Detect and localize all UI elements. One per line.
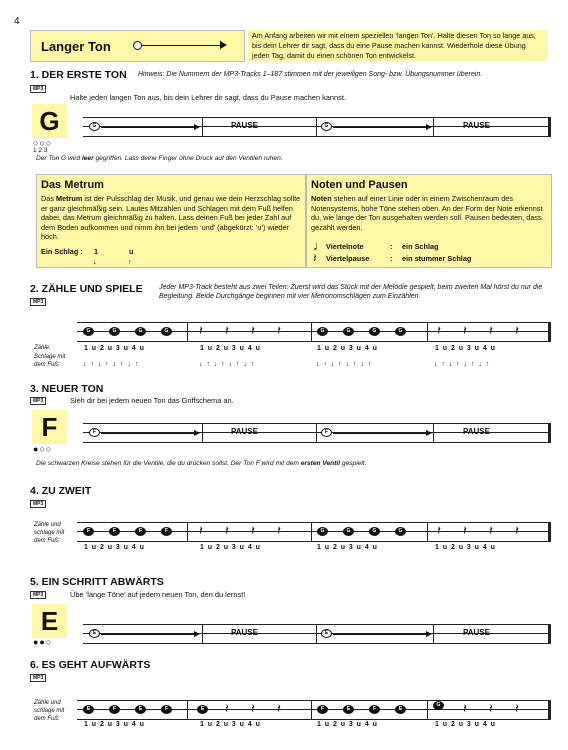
rest-icon: 𝄽: [277, 523, 281, 538]
mp3-badge: MP3: [30, 500, 46, 508]
foot-arrows-row: ↓ ↑ ↓ ↑ ↓ ↑ ↓ ↑: [83, 361, 139, 368]
section-3-caption: Die schwarzen Kreise stehen für die Ventile, die du drücken sollst. Der Ton F wird mit dem ersten Ventil gespielt.: [36, 460, 367, 467]
pause-label: PAUSE: [231, 427, 258, 436]
rest-icon: 𝄽: [463, 323, 467, 338]
metrum-panel: [36, 174, 306, 268]
count-row: 1 u 2 u 3 u 4 u: [435, 544, 495, 551]
colon: :: [390, 254, 393, 263]
staff-3: [83, 423, 551, 443]
foot-arrows-row: ↓ ↑ ↓ ↑ ↓ ↑ ↓ ↑: [199, 361, 255, 368]
rest-icon: 𝄽: [251, 523, 255, 538]
note-g: G: [433, 701, 444, 710]
viertelnote-value: ein Schlag: [402, 242, 439, 251]
section-2-title: 2. ZÄHLE UND SPIELE: [30, 283, 143, 295]
noten-text: Noten stehen auf einer Linie oder in einem Zwischenraum des Notensystems, hohe Töne stehen oben. An der Form der Note erkennst du, wie lange der Ton ausgehalten werden soll. Pausen bedeuten, dass gezählt werden.: [311, 194, 543, 232]
rest-icon: 𝄽: [225, 323, 229, 338]
note-f: F: [83, 527, 94, 536]
note-g: G: [321, 122, 332, 131]
note-g: G: [161, 327, 172, 336]
rest-icon: 𝄽: [199, 523, 203, 538]
note-g: G: [343, 327, 354, 336]
colon: :: [390, 242, 393, 251]
note-g: G: [135, 327, 146, 336]
mp3-badge: MP3: [30, 591, 46, 599]
staff-5: [83, 624, 551, 644]
count-row: 1 u 2 u 3 u 4 u: [84, 345, 144, 352]
note-f: F: [109, 527, 120, 536]
hold-arrow-icon: [101, 127, 195, 128]
section-1-title: 1. DER ERSTE TON: [30, 69, 127, 81]
note-f: F: [109, 705, 120, 714]
note-g: G: [369, 327, 380, 336]
long-tone-arrow-icon: [139, 45, 221, 46]
rest-icon: 𝄽: [225, 523, 229, 538]
rest-icon: 𝄽: [515, 523, 519, 538]
pause-label: PAUSE: [463, 427, 490, 436]
rest-icon: 𝄽: [515, 701, 519, 716]
quarter-note-icon: ♩: [313, 238, 326, 253]
note-letter-f: F: [32, 410, 67, 444]
rest-icon: 𝄽: [489, 701, 493, 716]
foot-arrows-row: ↓ ↑ ↓ ↑ ↓ ↑ ↓ ↑: [434, 361, 490, 368]
metrum-text: Das Metrum ist der Pulsschlag der Musik, und genau wie dein Herzschlag sollte er ganz gleichmäßig sein. Lautes Mitzählen und Schlagen mit dem Fuß helfen dabei, das Metrum gleichmäßig zu halten. Lass deinen Fuß bei jeder Zahl auf dem Boden aufkommen und nimm ihn bei jedem ‘und’ (abgekürzt: ‘u’) wieder hoch.: [41, 194, 301, 242]
staff-1: [83, 117, 551, 137]
arrow-up-icon: ↑: [128, 257, 132, 266]
valve-diagram-icon: ●●○: [33, 637, 53, 647]
section-1-instruction: Halte jeden langen Ton aus, bis dein Lehrer dir sagt, dass du Pause machen kannst.: [70, 93, 346, 102]
schlag-und: u: [129, 247, 134, 256]
rest-icon: 𝄽: [515, 323, 519, 338]
schlag-one: 1: [94, 247, 99, 256]
note-e: E: [343, 705, 354, 714]
section-6-title: 6. ES GEHT AUFWÄRTS: [30, 659, 151, 671]
note-e: E: [395, 705, 406, 714]
note-g: G: [395, 327, 406, 336]
note-g: G: [89, 122, 100, 131]
section-3-instruction: Sieh dir bei jedem neuen Ton das Griffschema an.: [70, 396, 234, 405]
noten-title: Noten und Pausen: [311, 179, 408, 191]
staff-4: [77, 522, 551, 542]
note-f: F: [135, 527, 146, 536]
langer-ton-box: [30, 30, 245, 62]
viertelnote-label: Viertelnote: [326, 242, 364, 251]
rest-icon: 𝄽: [251, 323, 255, 338]
count-row: 1 u 2 u 3 u 4 u: [317, 345, 377, 352]
rest-icon: 𝄽: [277, 701, 281, 716]
staff-2: [77, 322, 551, 342]
note-letter-e: E: [32, 604, 67, 638]
section-1-hint: Hinweis: Die Nummern der MP3-Tracks 1–187 stimmen mit der jeweiligen Song- bzw. Übungsnummer überein.: [138, 71, 483, 78]
section-1-caption: Der Ton G wird leer gegriffen. Lass deine Finger ohne Druck auf den Ventilen ruhen.: [36, 155, 283, 162]
foot-arrows-row: ↓ ↑ ↓ ↑ ↓ ↑ ↓ ↑: [316, 361, 372, 368]
section-5-title: 5. EIN SCHRITT ABWÄRTS: [30, 576, 164, 588]
quarter-rest-icon: 𝄽: [313, 251, 317, 265]
mp3-badge: MP3: [30, 674, 46, 682]
count-row: 1 u 2 u 3 u 4 u: [317, 544, 377, 551]
pause-label: PAUSE: [231, 121, 258, 130]
mp3-badge: MP3: [30, 298, 46, 306]
note-g: G: [369, 527, 380, 536]
count-row: 1 u 2 u 3 u 4 u: [435, 345, 495, 352]
pause-label: PAUSE: [463, 121, 490, 130]
staff-6: [77, 700, 551, 720]
rest-icon: 𝄽: [199, 323, 203, 338]
mp3-badge: MP3: [30, 85, 46, 93]
metrum-title: Das Metrum: [41, 179, 104, 191]
langer-ton-text: Am Anfang arbeiten wir mit einem speziellen ‘langen Ton’. Halte diesen Ton so lange aus, bis dein Lehrer dir sagt, dass du eine Pause machen kannst. Wiederhole diese Übung jeden Tag, damit du einen schönen Ton entwickelst.: [248, 30, 548, 61]
note-g: G: [317, 327, 328, 336]
viertelpause-value: ein stummer Schlag: [402, 254, 472, 263]
count-label: Zähle und schlage mit dem Fuß:: [34, 522, 65, 544]
noten-panel: [306, 174, 552, 268]
note-e: E: [89, 629, 100, 638]
note-g: G: [395, 527, 406, 536]
hold-arrow-icon: [333, 433, 427, 434]
rest-icon: 𝄽: [463, 701, 467, 716]
note-f: F: [317, 705, 328, 714]
pause-label: PAUSE: [231, 628, 258, 637]
valve-numbers: 1 2 3: [33, 147, 48, 154]
rest-icon: 𝄽: [489, 323, 493, 338]
section-4-title: 4. ZU ZWEIT: [30, 485, 92, 497]
section-2-hint: Jeder MP3-Track besteht aus zwei Teilen: Zuerst wird das Stück mit der Melodie gespielt, beim zweiten Mal hörst du nur die Begleitung. Beide Durchgänge beginnen mit vier Metronomschlägen zum Einzählen.: [159, 284, 543, 300]
note-g: G: [317, 527, 328, 536]
note-f: F: [369, 705, 380, 714]
count-row: 1 u 2 u 3 u 4 u: [84, 544, 144, 551]
count-row: 1 u 2 u 3 u 4 u: [200, 544, 260, 551]
note-e: E: [197, 705, 208, 714]
count-row: 1 u 2 u 3 u 4 u: [200, 721, 260, 728]
note-g: G: [83, 327, 94, 336]
rest-icon: 𝄽: [251, 701, 255, 716]
valve-diagram-icon: ●○○: [33, 444, 53, 454]
count-row: 1 u 2 u 3 u 4 u: [317, 721, 377, 728]
note-e: E: [83, 705, 94, 714]
rest-icon: 𝄽: [437, 323, 441, 338]
note-e: E: [135, 705, 146, 714]
note-letter-g: G: [32, 104, 67, 138]
rest-icon: 𝄽: [225, 701, 229, 716]
arrow-down-icon: ↓: [93, 257, 97, 266]
note-f: F: [89, 428, 100, 437]
langer-ton-title: Langer Ton: [41, 39, 111, 54]
count-row: 1 u 2 u 3 u 4 u: [200, 345, 260, 352]
mp3-badge: MP3: [30, 397, 46, 405]
hold-arrow-icon: [101, 634, 195, 635]
valve-diagram-icon: ○○○: [33, 138, 53, 148]
note-f: F: [161, 527, 172, 536]
count-row: 1 u 2 u 3 u 4 u: [435, 721, 495, 728]
page-number: 4: [14, 16, 20, 27]
hold-arrow-icon: [101, 433, 195, 434]
hold-arrow-icon: [333, 127, 427, 128]
rest-icon: 𝄽: [437, 523, 441, 538]
section-5-instruction: Übe ‘lange Töne’ auf jedem neuen Ton, den du lernst!: [70, 590, 246, 599]
zaehle-label: Zähle:: [34, 345, 51, 351]
count-label: Zähle und schlage mit dem Fuß:: [34, 700, 65, 722]
note-g: G: [343, 527, 354, 536]
schlag-label: Ein Schlag :: [41, 247, 83, 256]
rest-icon: 𝄽: [489, 523, 493, 538]
hold-arrow-icon: [333, 634, 427, 635]
rest-icon: 𝄽: [277, 323, 281, 338]
pause-label: PAUSE: [463, 628, 490, 637]
count-row: 1 u 2 u 3 u 4 u: [84, 721, 144, 728]
note-e: E: [321, 629, 332, 638]
section-3-title: 3. NEUER TON: [30, 383, 104, 395]
note-f: F: [161, 705, 172, 714]
note-f: F: [321, 428, 332, 437]
note-g: G: [109, 327, 120, 336]
rest-icon: 𝄽: [463, 523, 467, 538]
viertelpause-label: Viertelpause: [326, 254, 370, 263]
schlage-label: Schlage mit dem Fuß:: [34, 354, 66, 368]
